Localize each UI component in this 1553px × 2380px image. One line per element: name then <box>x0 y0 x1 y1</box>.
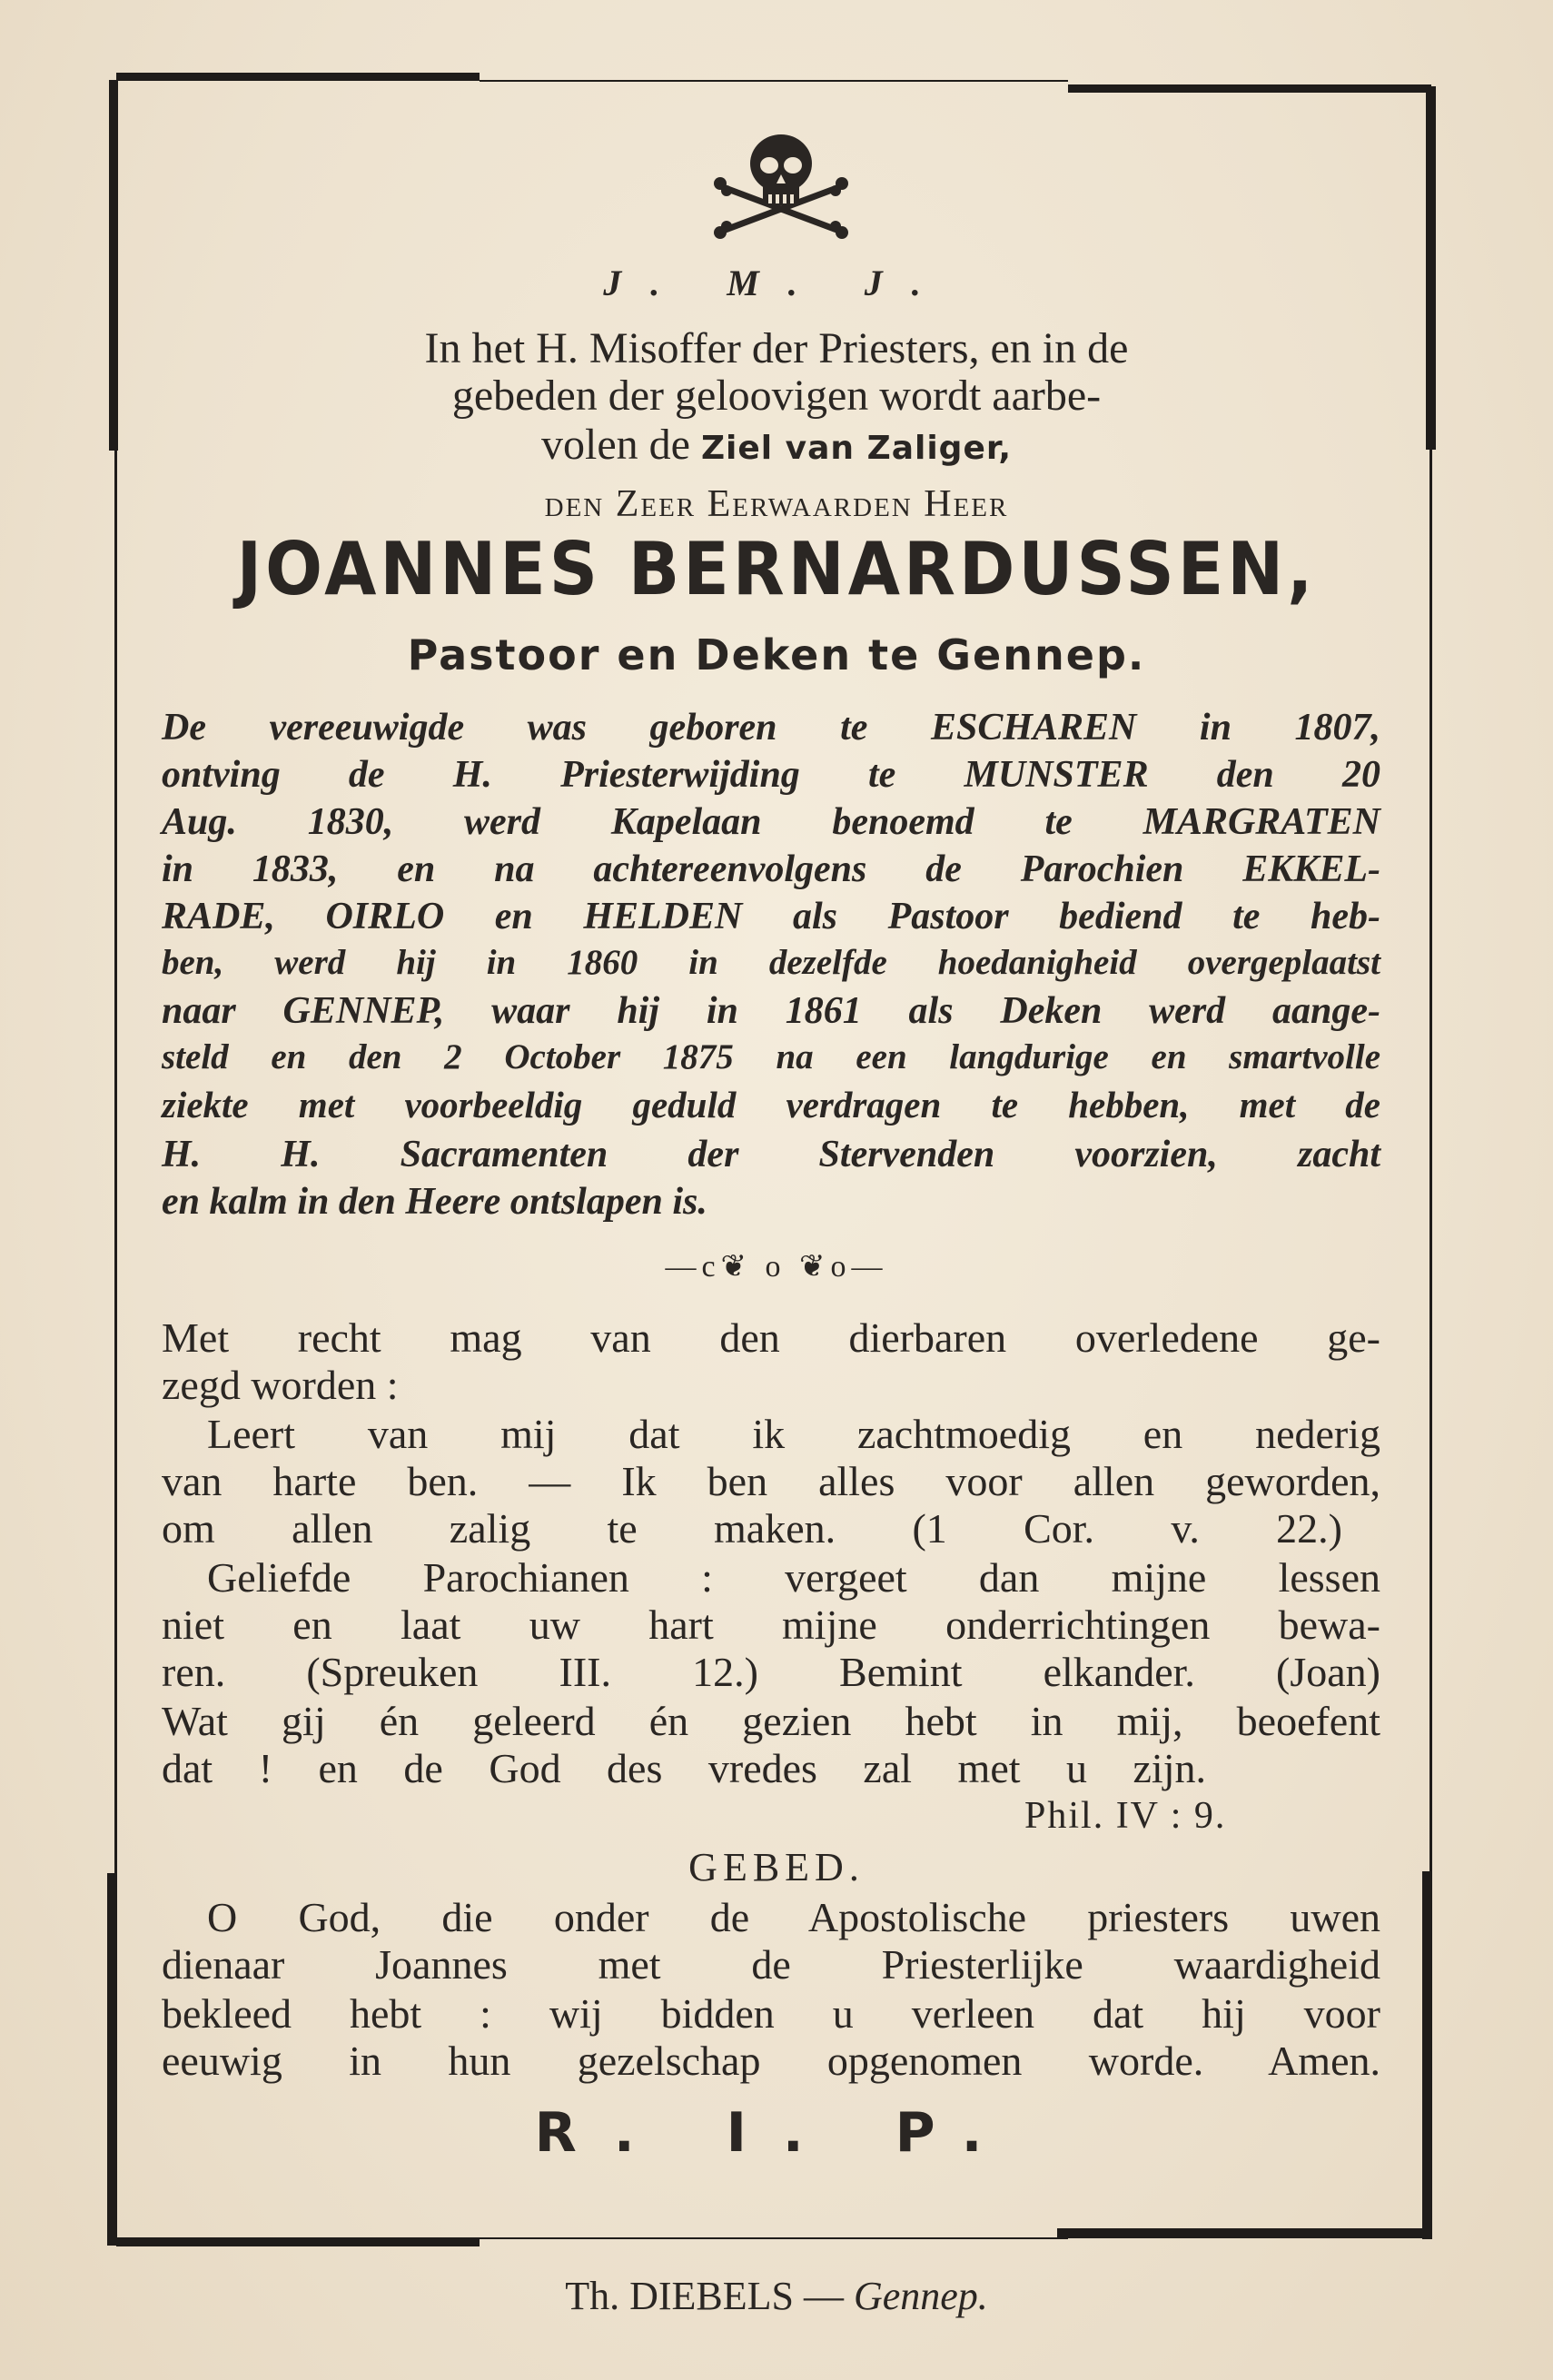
prayer-title: GEBED. <box>688 1845 865 1889</box>
bio-line: H. H. Sacramenten der Stervenden voorzien, zacht <box>162 1134 1380 1175</box>
frame-bottom-rule <box>480 2237 1068 2239</box>
frame-top-rule <box>480 80 1068 82</box>
printer-name: Th. DIEBELS — <box>565 2274 844 2318</box>
bio-line: naar GENNEP, waar hij in 1861 als Deken werd aange- <box>162 990 1380 1032</box>
bio-line: ziekte met voorbeeldig geduld verdragen te hebben, met de <box>162 1084 1380 1126</box>
deceased-office: Pastoor en Deken te Gennep. <box>407 630 1146 679</box>
intro-line-2: gebeden der geloovigen wordt aarbe- <box>451 372 1102 420</box>
frame-top-left-rule <box>116 73 480 81</box>
bio-line: en kalm in den Heere ontslapen is. <box>162 1181 707 1223</box>
bio-line: Aug. 1830, werd Kapelaan benoemd te MARGRATEN <box>162 801 1380 843</box>
intro-line-1: In het H. Misoffer der Priesters, en in de <box>424 324 1129 372</box>
intro-line-3 <box>0 423 1553 467</box>
frame-bottom-right-rule <box>1057 2228 1431 2238</box>
frame-right-rule-bottom <box>1422 1871 1432 2239</box>
quote-line: van harte ben. — Ik ben alles voor allen geworden, <box>162 1458 1380 1504</box>
prayer-line: eeuwig in hun gezelschap opgenomen worde. Amen. <box>162 2038 1380 2084</box>
prayer-line: bekleed hebt : wij bidden u verleen dat hij voor <box>162 1990 1380 2037</box>
deceased-name: JOANNES BERNARDUSSEN, <box>236 527 1317 612</box>
rip-closing: R. I. P. <box>534 2101 1019 2165</box>
quote-line: zegd worden : <box>162 1362 399 1408</box>
soul-of-deceased: Ziel van Zaliger, <box>700 430 1012 467</box>
monogram: J. M. J. <box>603 263 950 303</box>
bio-line: ontving de H. Priesterwijding te MUNSTER den 20 <box>162 754 1380 796</box>
quote-line: ren. (Spreuken III. 12.) Bemint elkander. (Joan) <box>162 1649 1380 1695</box>
frame-left-rule-bottom <box>107 1873 117 2246</box>
frame-top-right-rule <box>1068 84 1431 93</box>
prayer-line: dienaar Joannes met de Priesterlijke waardigheid <box>162 1941 1380 1988</box>
quote-line: Met recht mag van den dierbaren overledene ge- <box>162 1314 1380 1361</box>
quote-reference: Phil. IV : 9. <box>1024 1795 1227 1837</box>
quote-line: Wat gij én geleerd én gezien hebt in mij, beoefent <box>162 1698 1380 1744</box>
quote-line: om allen zalig te maken. (1 Cor. v. 22.) <box>162 1505 1342 1552</box>
frame-bottom-left-rule <box>116 2237 480 2246</box>
bio-line: RADE, OIRLO en HELDEN als Pastoor bediend te heb- <box>162 896 1380 937</box>
bio-line: in 1833, en na achtereenvolgens de Parochien EKKEL- <box>162 848 1380 890</box>
quote-line: Leert van mij dat ik zachtmoedig en nederig <box>207 1411 1380 1457</box>
quote-line: niet en laat uw hart mijne onderrichtingen bewa- <box>162 1602 1380 1648</box>
skull-crossbones-icon <box>708 124 854 242</box>
printer-place: Gennep. <box>853 2274 988 2318</box>
bio-line: ben, werd hij in 1860 in dezelfde hoedanigheid overgeplaatst <box>162 943 1380 982</box>
quote-line: dat ! en de God des vredes zal met u zijn. <box>162 1745 1206 1791</box>
ornament-divider: —c❦ o ❦o— <box>665 1250 888 1284</box>
prayer-line: O God, die onder de Apostolische priesters uwen <box>207 1894 1380 1940</box>
printer-credit <box>0 2276 1553 2316</box>
intro-line-3-text: volen de <box>540 421 690 469</box>
bio-line: steld en den 2 October 1875 na een langdurige en smartvolle <box>162 1037 1380 1076</box>
quote-line: Geliefde Parochianen : vergeet dan mijne lessen <box>207 1554 1380 1601</box>
bio-line: De vereeuwigde was geboren te ESCHAREN in 1807, <box>162 707 1380 749</box>
honorific-line: den Zeer Eerwaarden Heer <box>544 483 1009 525</box>
